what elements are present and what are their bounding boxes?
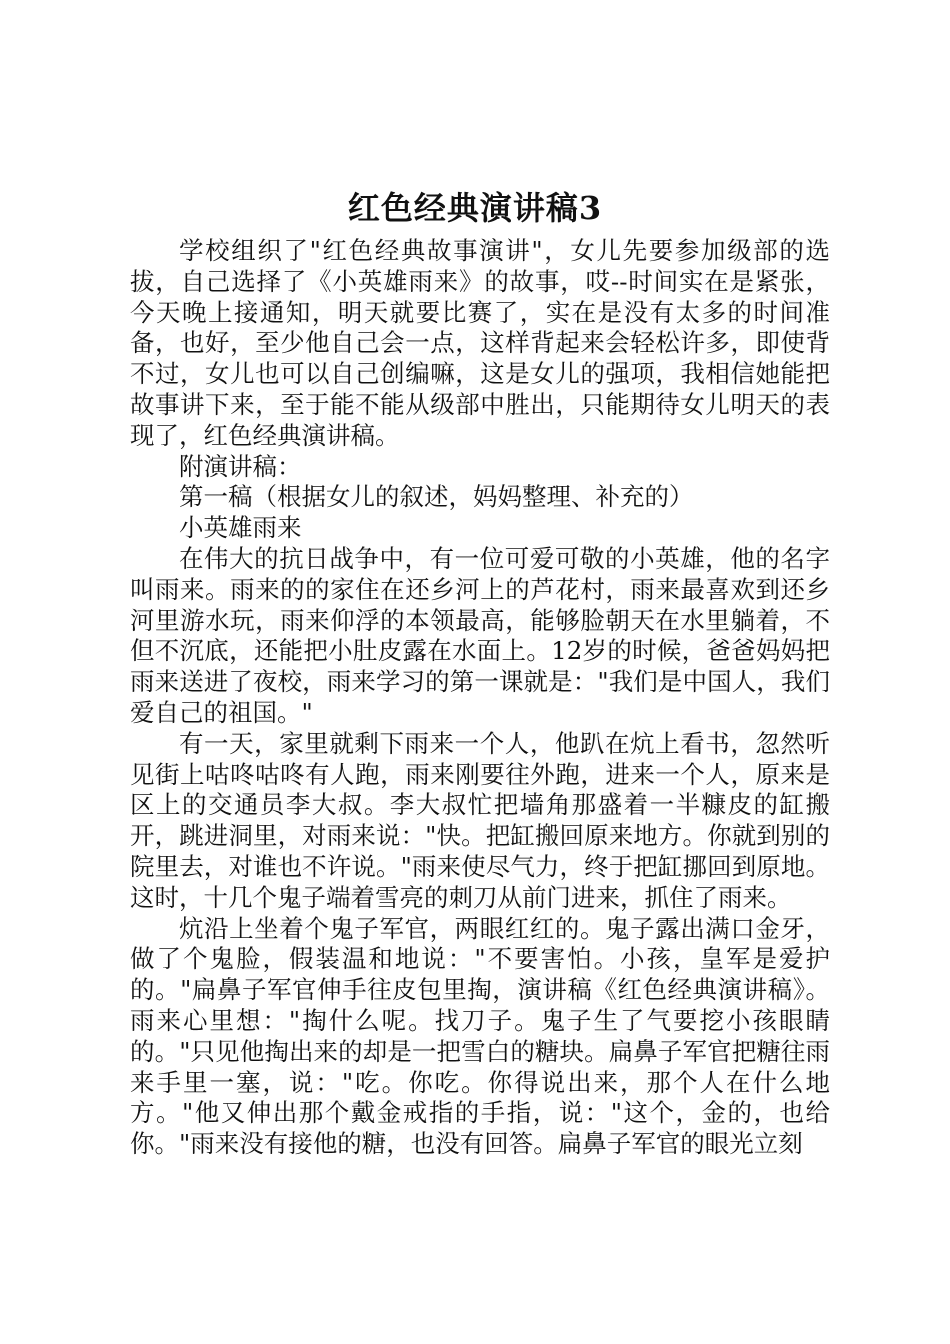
document-title: 红色经典演讲稿3 [347, 189, 603, 227]
paragraph-intro: 学校组织了"红色经典故事演讲"，女儿先要参加级部的选拔，自己选择了《小英雄雨来》的故事，哎--时间实在是紧张，今天晚上接通知，明天就要比赛了，实在是没有太多的时间准备，也好，至少他自己会一点，这样背起来会轻松许多，即使背不过，女儿也可以自己创编嘛，这是女儿的强项，我相信她能把故事讲下来，至于能不能从级部中胜出，只能期待女儿明天的表现了，红色经典演讲稿。 [130, 236, 830, 450]
paragraph-story-2: 有一天，家里就剩下雨来一个人，他趴在炕上看书，忽然听见街上咕咚咕咚有人跑，雨来刚要往外跑，进来一个人，原来是区上的交通员李大叔。李大叔忙把墙角那盛着一半糠皮的缸搬开，跳进洞里，对雨来说："快。把缸搬回原来地方。你就到别的院里去，对谁也不许说。"雨来使尽气力，终于把缸挪回到原地。这时，十几个鬼子端着雪亮的刺刀从前门进来，抓住了雨来。 [130, 728, 830, 912]
paragraph-draft-label: 第一稿（根据女儿的叙述，妈妈整理、补充的） [179, 482, 694, 512]
paragraph-story-title: 小英雄雨来 [179, 513, 302, 543]
paragraph-story-1: 在伟大的抗日战争中，有一位可爱可敬的小英雄，他的名字叫雨来。雨来的的家住在还乡河上的芦花村，雨来最喜欢到还乡河里游水玩，雨来仰浮的本领最高，能够脸朝天在水里躺着，不但不沉底，还能把小肚皮露在水面上。12岁的时候，爸爸妈妈把雨来送进了夜校，雨来学习的第一课就是："我们是中国人，我们爱自己的祖国。" [130, 543, 830, 727]
paragraph-appendix-label: 附演讲稿： [179, 451, 302, 481]
paragraph-story-3: 炕沿上坐着个鬼子军官，两眼红红的。鬼子露出满口金牙，做了个鬼脸，假装温和地说："不要害怕。小孩，皇军是爱护的。"扁鼻子军官伸手往皮包里掏，演讲稿《红色经典演讲稿》。雨来心里想："掏什么呢。找刀子。鬼子生了气要挖小孩眼睛的。"只见他掏出来的却是一把雪白的糖块。扁鼻子军官把糖往雨来手里一塞，说："吃。你吃。你得说出来，那个人在什么地方。"他又伸出那个戴金戒指的手指，说："这个，金的，也给你。"雨来没有接他的糖，也没有回答。扁鼻子军官的眼光立刻 [130, 913, 830, 1159]
document-body [130, 236, 830, 1160]
